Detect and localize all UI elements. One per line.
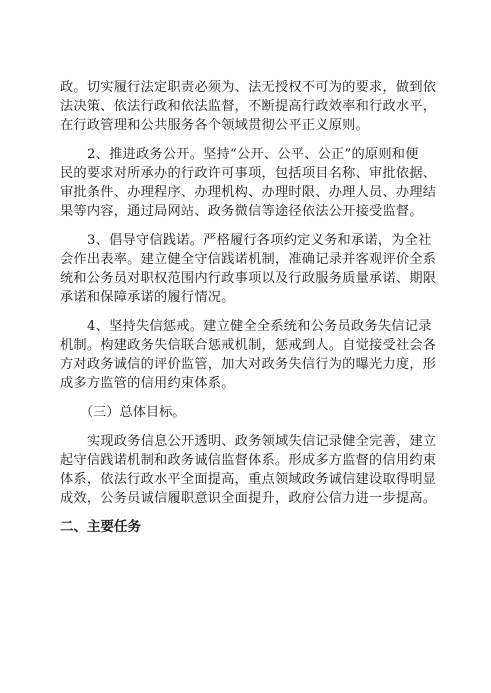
paragraph-gap	[60, 221, 432, 231]
paragraph-5	[60, 432, 437, 508]
text-line: 法决策、依法行政和依法监督，不断提高行政效率和行政水平，	[60, 99, 437, 114]
paragraph-gap	[60, 508, 432, 518]
text-line: 政。切实履行法定职责必须为、法无授权不可为的要求，做到依	[60, 80, 437, 95]
text-line: 机制。构建政务失信联合惩戒机制，惩戒到人。自觉接受社会各	[60, 338, 437, 353]
text-line: 2、推进政务公开。坚持“公开、公平、公正”的原则和便	[87, 147, 419, 162]
paragraph-gap	[60, 422, 432, 432]
text-line: 果等内容，通过局网站、政务微信等途径依法公开接受监督。	[60, 204, 423, 219]
text-line: 在行政管理和公共服务各个领域贯彻公平正义原则。	[60, 118, 370, 133]
text-line: 会作出表率。建立健全守信践诺机制，准确记录并客观评价全系	[60, 252, 437, 267]
paragraph-3	[60, 231, 437, 307]
text-line: 成多方监管的信用约束体系。	[60, 376, 235, 391]
text-line: 体系，依法行政水平全面提高，重点领域政务诚信建设取得明显	[60, 472, 437, 487]
paragraph-4	[60, 317, 437, 393]
text-line: 4、坚持失信惩戒。建立健全全系统和公务员政务失信记录	[87, 319, 432, 334]
text-line: 审批条件、办理程序、办理机构、办理时限、办理人员、办理结	[60, 185, 437, 200]
paragraph-2	[60, 145, 437, 221]
text-line: 3、倡导守信践诺。严格履行各项约定义务和承诺，为全社	[87, 233, 432, 248]
section-heading: 二、主要任务	[60, 519, 141, 535]
text-line: 成效，公务员诚信履职意识全面提升，政府公信力进一步提高。	[60, 491, 437, 506]
paragraph-gap	[60, 135, 432, 145]
paragraph-gap	[60, 393, 432, 403]
text-line: 方对政务诚信的评价监管，加大对政务失信行为的曝光力度，形	[60, 357, 437, 372]
paragraph-1	[60, 78, 437, 135]
text-line: 承诺和保障承诺的履行情况。	[60, 290, 235, 305]
paragraph-gap	[60, 307, 432, 317]
text-line: 起守信践诺机制和政务诚信监督体系。形成多方监督的信用约束	[60, 453, 437, 468]
text-line: 实现政务信息公开透明、政务领域失信记录健全完善，建立	[87, 434, 437, 449]
section-subheading: （三）总体目标。	[80, 405, 186, 420]
text-line: 民的要求对所承办的行政许可事项，包括项目名称、审批依据、	[60, 166, 437, 181]
text-line: 统和公务员对职权范围内行政事项以及行政服务质量承诺、期限	[60, 271, 437, 286]
document-body	[60, 78, 437, 537]
